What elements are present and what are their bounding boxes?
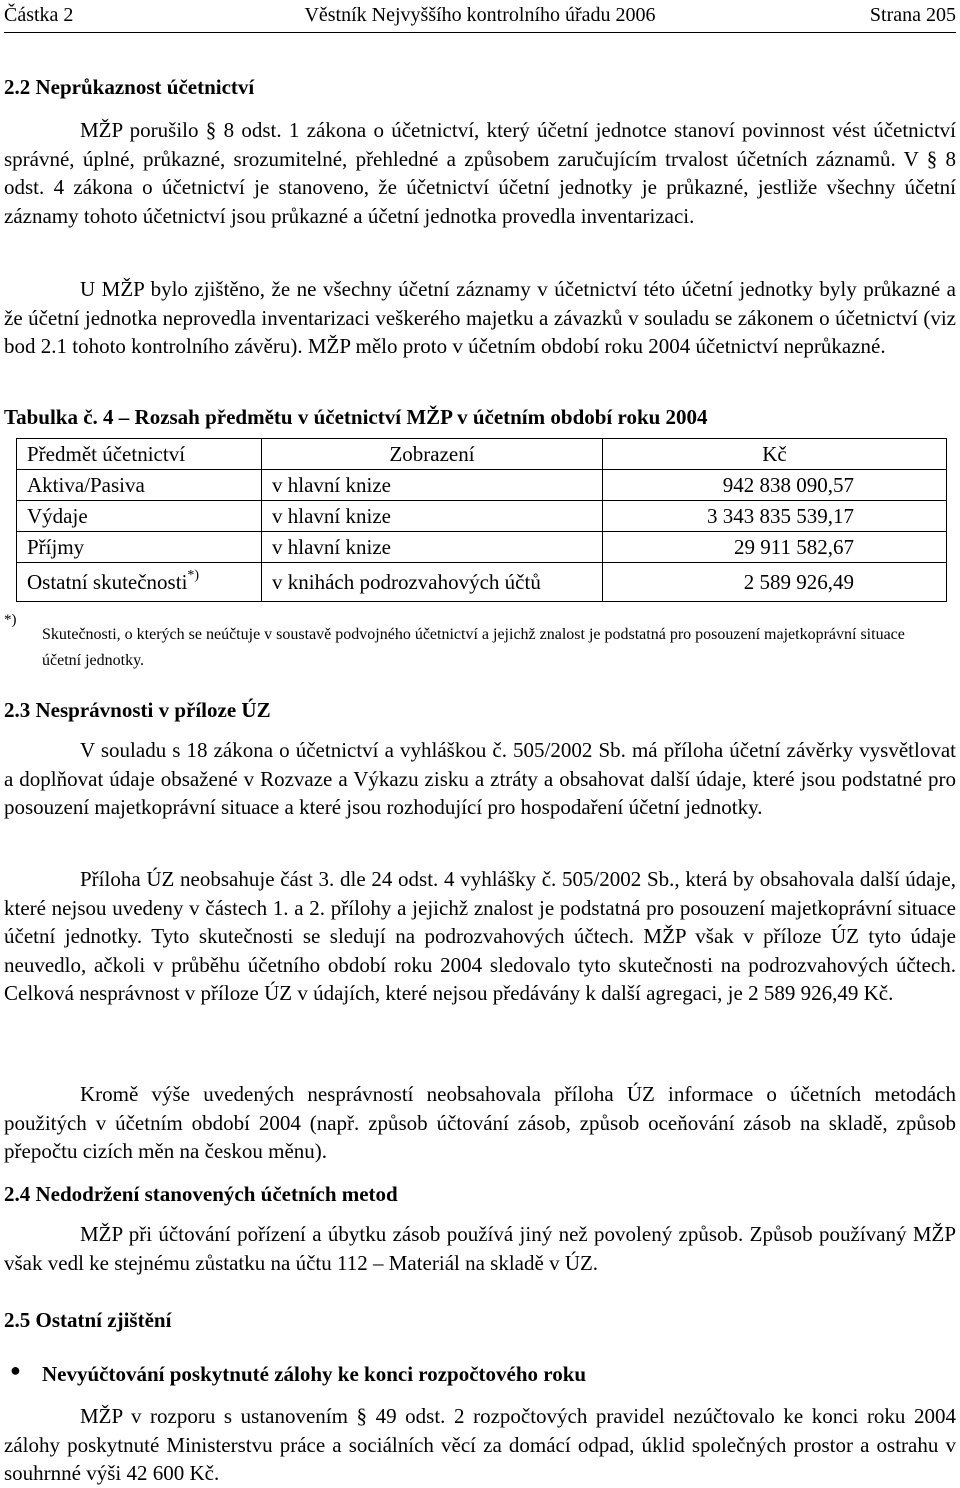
section-2-3-paragraph-1: V souladu s 18 zákona o účetnictví a vyhláškou č. 505/2002 Sb. má příloha účetní závěrky vysvětlovat a doplňovat údaje obsažené v Rozvaze a Výkazu zisku a ztráty a obsahovat další údaje, které jsou podstatné pro posouzení majetkoprávní situace a které jsou rozhodující pro hospodaření účetní jednotky. [4,738,956,820]
table-header-cell: Kč [603,439,947,470]
table-cell: Aktiva/Pasiva [17,470,262,501]
section-2-2-paragraph-2: U MŽP bylo zjištěno, že ne všechny účetní záznamy v účetnictví této účetní jednotky byly průkazné a že účetní jednotka neprovedla inventarizaci veškerého majetku a závazků v souladu se zákonem o účetnictví (viz bod 2.1 tohoto kontrolního závěru). MŽP mělo proto v účetním období roku 2004 účetnictví neprůkazné. [4,277,956,359]
table-cell: Výdaje [17,501,262,532]
scope-table [16,438,947,602]
table-cell: 29 911 582,67 [603,532,947,563]
bullet-icon: ● [10,1360,21,1380]
table-caption: Tabulka č. 4 – Rozsah předmětu v účetnictví MŽP v účetním období roku 2004 [4,405,708,429]
table-cell: v knihách podrozvahových účtů [262,563,603,602]
table-cell: v hlavní knize [262,470,603,501]
table-cell: 3 343 835 539,17 [603,501,947,532]
section-2-3-paragraph-2: Příloha ÚZ neobsahuje část 3. dle 24 odst. 4 vyhlášky č. 505/2002 Sb., která by obsahovala další údaje, které nejsou uvedeny v částech 1. a 2. přílohy a jejichž znalost je podstatná pro posouzení majetkoprávní situace účetní jednotky. Tyto skutečnosti se sledují na podrozvahových účtech. MŽP však v příloze ÚZ tyto údaje neuvedlo, ačkoli v průběhu účetního období roku 2004 sledovalo tyto skutečnosti na podrozvahových účtech. Celková nesprávnost v příloze ÚZ v údajích, které nejsou předávány k další agregaci, je 2 589 926,49 Kč. [4,867,956,1006]
section-2-2-heading: 2.2 Neprůkaznost účetnictví [4,75,255,99]
footnote-marker: *) [4,612,17,628]
section-2-4-heading: 2.4 Nedodržení stanovených účetních metod [4,1182,398,1206]
page-header [4,2,956,30]
section-2-2-paragraph-1: MŽP porušilo § 8 odst. 1 zákona o účetnictví, který účetní jednotce stanoví povinnost vést účetnictví správné, úplné, průkazné, srozumitelné, přehledné a způsobem zaručujícím trvalost účetních záznamů. V § 8 odst. 4 zákona o účetnictví je stanoveno, že účetnictví účetní jednotky je průkazné, jestliže všechny účetní záznamy tohoto účetnictví jsou průkazné a účetní jednotka provedla inventarizaci. [4,118,956,228]
table-row [17,501,947,532]
table-header-cell: Předmět účetnictví [17,439,262,470]
header-journal-title: Věstník Nejvyššího kontrolního úřadu 2006 [304,4,656,26]
footnote-ref: *) [187,568,200,583]
footnote-text: Skutečnosti, o kterých se neúčtuje v soustavě podvojného účetnictví a jejichž znalost je podstatná pro posouzení majetkoprávní situace účetní jednotky. [42,626,905,669]
table-cell: 942 838 090,57 [603,470,947,501]
bullet-heading: Nevyúčtování poskytnuté zálohy ke konci rozpočtového roku [42,1362,587,1386]
table-cell: 2 589 926,49 [603,563,947,602]
section-2-3-paragraph-3: Kromě výše uvedených nesprávností neobsahovala příloha ÚZ informace o účetních metodách použitých v účetním období 2004 (např. způsob účtování zásob, způsob oceňování zásob na skladě, způsob přepočtu cizích měn na českou měnu). [4,1082,956,1164]
table-cell: Příjmy [17,532,262,563]
header-page-number: Strana 205 [869,4,956,26]
table-row [17,470,947,501]
table-cell: v hlavní knize [262,501,603,532]
table-header-row [17,439,947,470]
table-cell-text: Ostatní skutečnosti [27,570,188,594]
header-issue: Částka 2 [4,4,74,26]
table-cell: v hlavní knize [262,532,603,563]
section-2-5-heading: 2.5 Ostatní zjištění [4,1308,172,1332]
table-row [17,532,947,563]
header-rule [4,32,956,33]
table-header-cell: Zobrazení [262,439,603,470]
section-2-4-paragraph-1: MŽP při účtování pořízení a úbytku zásob používá jiný než povolený způsob. Způsob používaný MŽP však vedl ke stejnému zůstatku na účtu 112 – Materiál na skladě v ÚZ. [4,1222,956,1275]
table-row [17,563,947,602]
section-2-3-heading: 2.3 Nesprávnosti v příloze ÚZ [4,698,271,722]
table-cell [17,563,262,602]
section-2-5-paragraph-1: MŽP v rozporu s ustanovením § 49 odst. 2 rozpočtových pravidel nezúčtovalo ke konci roku 2004 zálohy poskytnuté Ministerstvu práce a sociálních věcí za domácí odpad, úklid společných prostor a ostrahu v souhrnné výši 42 600 Kč. [4,1404,956,1486]
